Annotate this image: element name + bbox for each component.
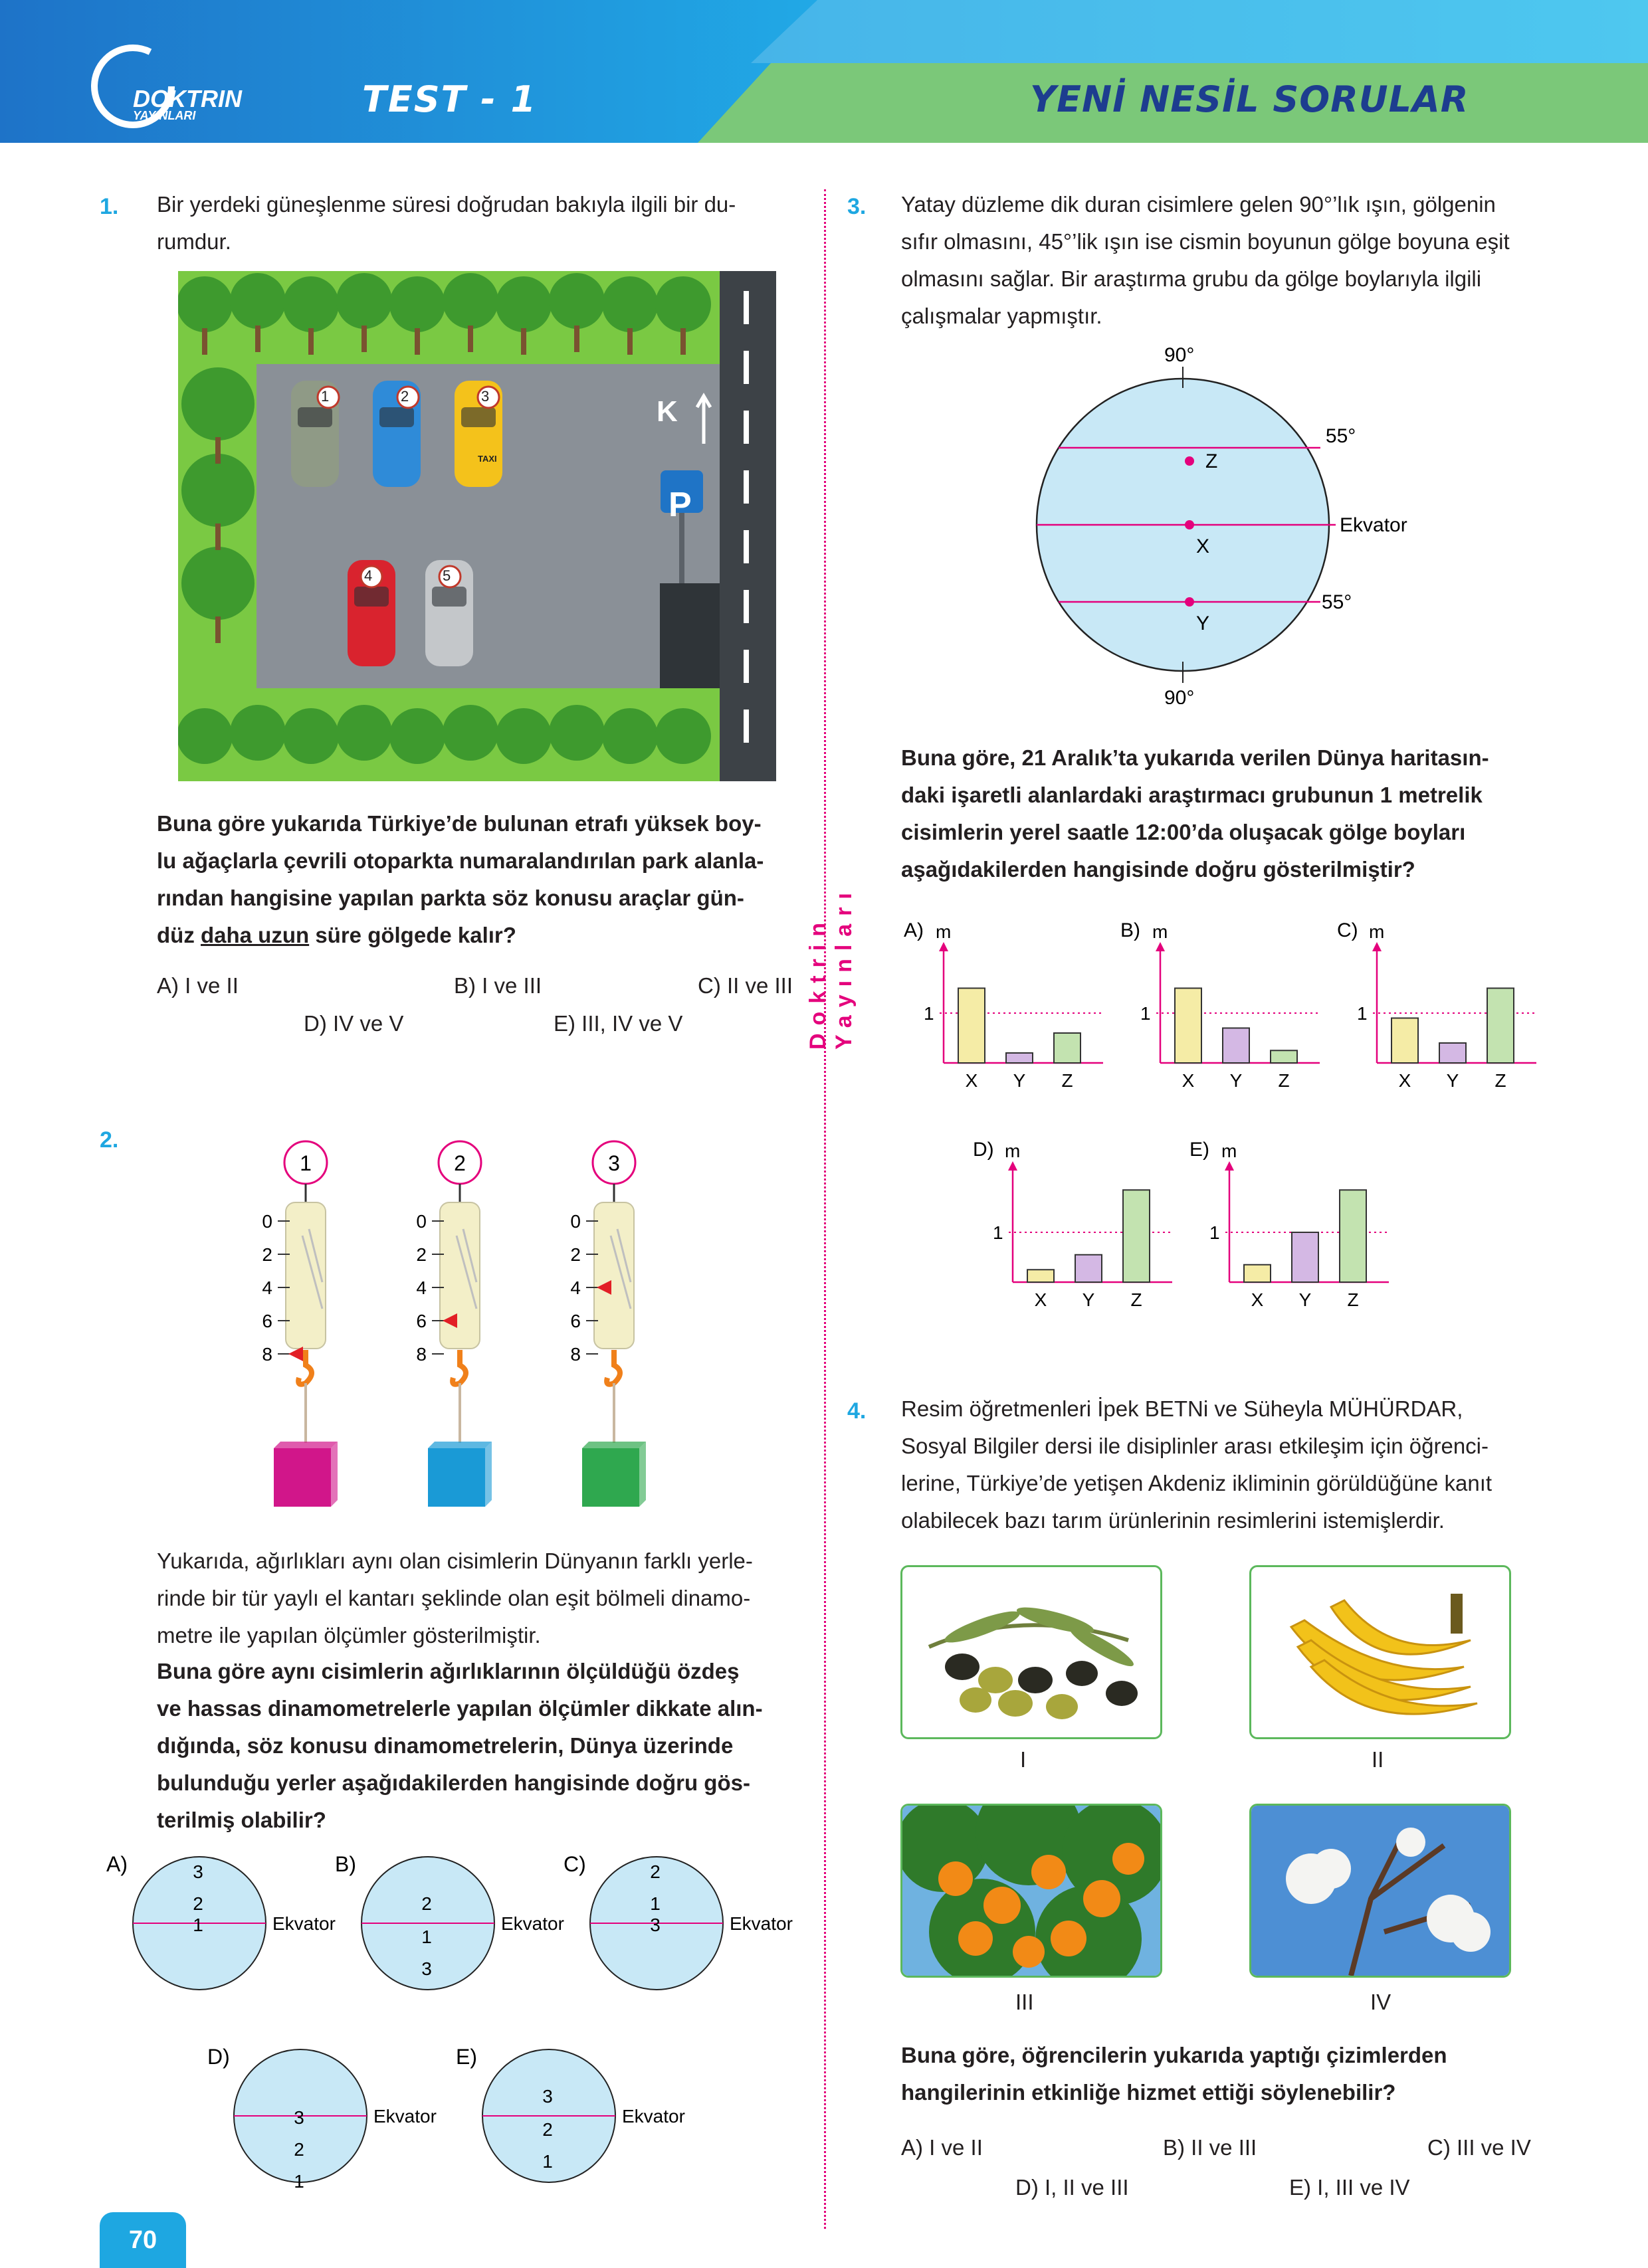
q2-option-e[interactable] xyxy=(456,2045,685,2182)
option-label: D) xyxy=(207,2045,230,2069)
scale-tick-label: 6 xyxy=(570,1311,581,1331)
q1-underlined-phrase: daha uzun xyxy=(200,923,310,947)
x-tick-label: Z xyxy=(1347,1289,1359,1310)
q3-globe xyxy=(1017,345,1429,704)
option-label: A) xyxy=(904,919,924,941)
globe-point-label: 2 xyxy=(193,1893,203,1914)
page-number: 70 xyxy=(100,2212,186,2268)
globe-point-label: 2 xyxy=(542,2119,553,2140)
q2-intro: Yukarıda, ağırlıkları aynı olan cisimlerin Dünyanın farklı yerle- rinde bir tür yaylı el kantarı şeklinde olan eşit bölmeli dinamo- metre ile yapılan ölçümler gösterilmiştir. xyxy=(157,1549,753,1648)
globe-point-label: 1 xyxy=(421,1927,432,1947)
bar-x xyxy=(1244,1265,1271,1282)
q3-number: 3. xyxy=(847,194,867,219)
q3-stem: Buna göre, 21 Aralık’ta yukarıda verilen Dünya haritasın- daki işaretli alanlardaki araştırmacı grubunun 1 metrelik cisimlerin yerel saatle 12:00’da oluşacak gölge boyları aşağıdakilerden hangisinde doğru gösterilmiştir? xyxy=(901,745,1489,882)
equator-label: Ekvator xyxy=(501,1913,564,1934)
bar-y xyxy=(1223,1028,1249,1064)
equator-label: Ekvator xyxy=(1340,514,1407,536)
equator-label: Ekvator xyxy=(730,1913,793,1934)
north-pole-label: 90° xyxy=(1164,345,1195,366)
y-axis-unit: m xyxy=(1221,1141,1237,1161)
photo-label-iii: III xyxy=(1015,1990,1034,2014)
latitude-south-label: 55° xyxy=(1321,591,1352,613)
point-x-dot xyxy=(1185,520,1194,529)
scale-tick-label: 0 xyxy=(570,1211,581,1232)
y-axis-unit: m xyxy=(1005,1141,1021,1161)
x-tick-label: X xyxy=(965,1070,978,1091)
scale-tick-label: 8 xyxy=(416,1344,427,1365)
q2-option-d[interactable] xyxy=(207,2045,437,2192)
q1-intro: Bir yerdeki güneşlenme süresi doğrudan bakıyla ilgili bir du- rumdur. xyxy=(157,192,736,254)
point-x-label: X xyxy=(1196,535,1210,557)
y-axis-unit: m xyxy=(1152,921,1168,942)
photo-oranges xyxy=(900,1804,1162,1978)
globe-point-label: 3 xyxy=(421,1958,432,1979)
q4-option-d[interactable]: D) I, II ve III xyxy=(1015,2175,1129,2200)
dynamometer-2 xyxy=(416,1141,492,1507)
parking-lot-image xyxy=(178,271,776,781)
dynamometer-hook xyxy=(453,1350,466,1384)
x-tick-label: Z xyxy=(1130,1289,1142,1310)
reference-label: 1 xyxy=(1140,1003,1151,1024)
photo-label-iv: IV xyxy=(1370,1990,1391,2014)
q3-option-d-chart[interactable] xyxy=(973,1139,1172,1310)
x-tick-label: Y xyxy=(1013,1070,1026,1091)
globe-point-label: 2 xyxy=(421,1893,432,1914)
brand-logo-sub: YAYINLARI xyxy=(133,109,196,122)
taxi-label: TAXI xyxy=(478,454,497,464)
bar-z xyxy=(1271,1050,1297,1063)
globe-point-label: 3 xyxy=(294,2107,304,2128)
bar-y xyxy=(1439,1043,1466,1063)
reference-label: 1 xyxy=(1357,1003,1368,1024)
q4-option-e[interactable]: E) I, III ve IV xyxy=(1289,2175,1410,2200)
q3-bar-charts[interactable] xyxy=(897,897,1562,1322)
brand-logo-name: DOKTRIN xyxy=(133,85,242,112)
globe-point-label: 3 xyxy=(193,1861,203,1882)
option-label: C) xyxy=(564,1852,586,1876)
globe-point-label: 3 xyxy=(650,1915,661,1935)
q3-intro: Yatay düzleme dik duran cisimlere gelen 90°’lık ışın, gölgenin sıfır olmasını, 45°’lik ışın ise cismin boyunun gölge boyuna eşit olmasını sağlar. Bir araştırma grubu da gölge boylarıyla ilgili çalışmalar yapmıştır. xyxy=(901,192,1510,328)
q3-option-b-chart[interactable] xyxy=(1120,919,1320,1091)
q1-option-d[interactable]: D) IV ve V xyxy=(304,1011,404,1036)
point-z-label: Z xyxy=(1205,450,1218,472)
q3-option-a-chart[interactable] xyxy=(904,919,1103,1091)
q2-option-a[interactable] xyxy=(106,1852,336,1990)
x-tick-label: Z xyxy=(1061,1070,1073,1091)
equator-label: Ekvator xyxy=(373,2106,437,2126)
scale-tick-label: 4 xyxy=(570,1277,581,1298)
parking-spot-2: 2 xyxy=(401,388,409,405)
q4-option-a[interactable]: A) I ve II xyxy=(901,2135,983,2160)
bar-x xyxy=(1175,989,1201,1064)
q1-option-a[interactable]: A) I ve II xyxy=(157,973,239,998)
header-banner xyxy=(0,0,1648,143)
x-tick-label: X xyxy=(1034,1289,1047,1310)
option-label: B) xyxy=(1120,919,1140,941)
dynamometer-id: 3 xyxy=(608,1151,620,1175)
weight-block xyxy=(582,1448,639,1507)
x-tick-label: Y xyxy=(1298,1289,1312,1310)
globe-point-label: 1 xyxy=(193,1915,203,1935)
q1-stem: Buna göre yukarıda Türkiye’de bulunan etrafı yüksek boy- lu ağaçlarla çevrili otoparkta numaralandırılan park alanla- rından hangisine yapılan parkta söz konusu araçlar gün- düz daha uzun süre gölgede kalır? xyxy=(157,811,764,947)
bar-z xyxy=(1340,1190,1366,1282)
point-z-dot xyxy=(1185,456,1194,466)
parking-spot-5: 5 xyxy=(443,567,451,584)
scale-tick-label: 0 xyxy=(416,1211,427,1232)
q4-option-b[interactable]: B) II ve III xyxy=(1163,2135,1257,2160)
q4-number: 4. xyxy=(847,1398,867,1424)
x-tick-label: Z xyxy=(1494,1070,1506,1091)
globe-point-label: 1 xyxy=(294,2171,304,2192)
parking-spot-4: 4 xyxy=(364,567,373,584)
q4-option-c[interactable]: C) III ve IV xyxy=(1427,2135,1531,2160)
scale-tick-label: 2 xyxy=(570,1244,581,1265)
globe-point-label: 2 xyxy=(650,1861,661,1882)
test-title: TEST - 1 xyxy=(362,78,538,120)
x-tick-label: Y xyxy=(1446,1070,1459,1091)
bar-x xyxy=(1391,1018,1418,1064)
dynamometers-image xyxy=(253,1136,704,1515)
q1-option-b[interactable]: B) I ve III xyxy=(454,973,542,998)
parking-spot-3: 3 xyxy=(481,388,490,405)
dynamometer-hook xyxy=(607,1350,620,1384)
bar-z xyxy=(1487,989,1514,1064)
point-y-dot xyxy=(1185,597,1194,607)
scale-tick-label: 4 xyxy=(416,1277,427,1298)
reference-label: 1 xyxy=(1209,1222,1220,1243)
x-tick-label: X xyxy=(1182,1070,1195,1091)
globe-point-label: 1 xyxy=(650,1893,661,1914)
bar-y xyxy=(1075,1255,1102,1282)
bar-z xyxy=(1054,1033,1081,1063)
x-tick-label: Y xyxy=(1082,1289,1095,1310)
equator-label: Ekvator xyxy=(272,1913,336,1934)
option-label: D) xyxy=(973,1139,994,1161)
photo-bananas xyxy=(1249,1565,1511,1739)
section-title: YENİ NESİL SORULAR xyxy=(1030,78,1469,120)
globe-point-label: 1 xyxy=(542,2151,553,2172)
side-brand: Doktrin Yayınları xyxy=(805,885,857,1050)
scale-tick-label: 6 xyxy=(262,1311,272,1331)
globe-point-label: 3 xyxy=(542,2086,553,2107)
scale-tick-label: 8 xyxy=(262,1344,272,1365)
q3-option-c-chart[interactable] xyxy=(1337,919,1536,1091)
dynamometer-1 xyxy=(262,1141,338,1507)
x-tick-label: X xyxy=(1398,1070,1411,1091)
option-label: E) xyxy=(456,2045,477,2069)
q2-stem: Buna göre aynı cisimlerin ağırlıklarının ölçüldüğü özdeş ve hassas dinamometrelerle yapılan ölçümler dikkate alın- dığında, söz konusu dinamometrelerin, Dünya üzerinde bulunduğu yerler aşağıdakilerden hangisinde doğru gös- terilmiş olabilir? xyxy=(157,1659,763,1832)
bar-y xyxy=(1006,1053,1033,1063)
equator-label: Ekvator xyxy=(622,2106,685,2126)
q3-option-e-chart[interactable] xyxy=(1189,1139,1389,1310)
photo-olives xyxy=(900,1565,1162,1739)
bar-x xyxy=(958,989,985,1064)
south-pole-label: 90° xyxy=(1164,687,1195,704)
bar-z xyxy=(1123,1190,1150,1282)
scale-tick-label: 8 xyxy=(570,1344,581,1365)
x-tick-label: Y xyxy=(1229,1070,1243,1091)
weight-block xyxy=(428,1448,485,1507)
dynamometer-id: 1 xyxy=(300,1151,312,1175)
globe-point-label: 2 xyxy=(294,2139,304,2160)
q1-option-e[interactable]: E) III, IV ve V xyxy=(554,1011,683,1036)
latitude-north-label: 55° xyxy=(1325,425,1356,447)
parking-spot-1: 1 xyxy=(321,388,330,405)
q4-intro: Resim öğretmenleri İpek BETNi ve Süheyla MÜHÜRDAR, Sosyal Bilgiler dersi ile disiplinler arası etkileşim için öğrenci- lerine, Türkiye’de yetişen Akdeniz ikliminin görüldüğüne kanıt olabilecek bazı tarım ürünlerinin resimlerini istemişlerdir. xyxy=(901,1396,1493,1533)
y-axis-unit: m xyxy=(1369,921,1385,942)
dynamometer-id: 2 xyxy=(454,1151,466,1175)
column-divider xyxy=(824,189,826,2229)
x-tick-label: Z xyxy=(1278,1070,1290,1091)
scale-tick-label: 4 xyxy=(262,1277,272,1298)
scale-tick-label: 0 xyxy=(262,1211,272,1232)
q2-option-b[interactable] xyxy=(335,1852,564,1990)
parking-sign: P xyxy=(669,486,692,524)
option-label: E) xyxy=(1189,1139,1209,1161)
point-y-label: Y xyxy=(1196,613,1210,634)
y-axis-unit: m xyxy=(936,921,952,942)
bar-x xyxy=(1027,1270,1054,1282)
photo-cotton xyxy=(1249,1804,1511,1978)
option-label: A) xyxy=(106,1852,128,1876)
reference-label: 1 xyxy=(993,1222,1003,1243)
q2-number: 2. xyxy=(100,1127,119,1153)
north-label: K xyxy=(657,395,678,428)
weight-block xyxy=(274,1448,331,1507)
option-label: C) xyxy=(1337,919,1358,941)
reference-label: 1 xyxy=(924,1003,934,1024)
photo-label-i: I xyxy=(1020,1747,1027,1772)
q1-option-c[interactable]: C) II ve III xyxy=(698,973,793,998)
scale-tick-label: 2 xyxy=(416,1244,427,1265)
q2-option-c[interactable] xyxy=(564,1852,793,1990)
dynamometer-3 xyxy=(570,1141,646,1507)
scale-tick-label: 6 xyxy=(416,1311,427,1331)
q1-number: 1. xyxy=(100,194,119,219)
q2-options-globes[interactable] xyxy=(100,1843,817,2216)
option-label: B) xyxy=(335,1852,356,1876)
q4-stem: Buna göre, öğrencilerin yukarıda yaptığı çizimlerden hangilerinin etkinliğe hizmet ettiği söylenebilir? xyxy=(901,2043,1447,2105)
x-tick-label: X xyxy=(1251,1289,1264,1310)
scale-tick-label: 2 xyxy=(262,1244,272,1265)
photo-label-ii: II xyxy=(1372,1747,1384,1772)
bar-y xyxy=(1292,1232,1318,1282)
